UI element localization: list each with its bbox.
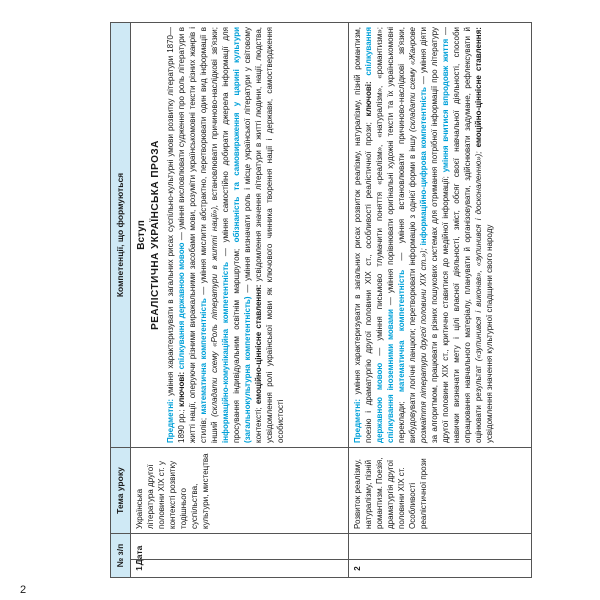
header-number-date: № з/п Дата — [111, 533, 130, 577]
key-label: ключові: — [364, 81, 373, 117]
key4-text: — уміння визначати роль і місце української літератури у світовому контексті; — [243, 27, 263, 443]
row-topic: Українська література другої половини XIX ст. у контексті розвитку тодішнього суспільства, культури, мистецтва — [131, 447, 348, 533]
key1-label: спілкування державною мовою — [177, 242, 186, 370]
row-date — [349, 533, 531, 559]
header-topic: Тема уроку — [111, 447, 130, 533]
key3-text: — уміння самостійно добирати джерела інформації для просування індивідуальним освітнім маршрутом; — [221, 27, 241, 443]
lesson-plan-table — [110, 22, 532, 578]
key5-text: усвідомлення значення літератури в житті людини, нації, людства, усвідомлення ролі української мови як ключового чинника творення нації і держави, самоствердження особистості — [254, 26, 285, 443]
key1-label: спілкування державною мовою — [364, 27, 384, 443]
key3-text: — уміння встановлювати причиново-наслідкові зв'язки, вибудовувати логічні ланцюги; перетворювати інформацію з однієї форми в іншу — [397, 27, 417, 443]
key3-label: математична компетентність — [397, 269, 406, 392]
key2-label: математична компетентність — [199, 298, 208, 415]
row-date — [131, 533, 348, 559]
key4-text: — уміння діяти за алгоритмом, працювати в різних пошукових системах для отримання потрібної інформації про літературу другої половини XIX ст., критично ставитися до медійної інформації; — [419, 27, 450, 443]
row-number: 1 — [131, 559, 348, 577]
key4-label: інформаційно-цифрова компетентність — [419, 87, 428, 246]
subject-text: уміння характеризувати в загальних рисах суспільно-культурні умови розвитку літератури 1870—1890 pp.; — [166, 27, 186, 443]
key1-text: — уміння письмово тлумачити поняття «реалізм», «натуралізм», «романтизм»; — [375, 27, 384, 356]
key6-label: емоційно-ціннісне ставлення: — [474, 27, 483, 148]
row-competencies — [131, 23, 348, 447]
header-competencies: Компетенції, що формуються — [115, 172, 125, 298]
key4-label: обізнаність та самовираження у царині культури (загальнокультурна компетентність) — [232, 26, 252, 443]
table-row — [349, 23, 531, 577]
row-number: 2 — [349, 559, 531, 577]
competency-text — [165, 27, 286, 443]
section-subtitle: РЕАЛІСТИЧНА УКРАЇНСЬКА ПРОЗА — [150, 140, 161, 330]
competency-text — [352, 27, 495, 443]
row-topic: Розвиток реалізму, натуралізму, пізній романтизм. Поезія, драматургія другої половини XIX ст. Особливості реалістичної прози — [349, 447, 531, 533]
key1-text: — уміння висловлювати судження про роль літератури в житті нації, оперуючи різними виражальними засобами мови, розуміти українськомовні тексти різних жанрів і стилів; — [177, 26, 208, 443]
page-number: 2 — [20, 584, 27, 596]
key5-label: емоційно-ціннісне ставлення: — [254, 284, 263, 405]
subject-label: Предметні: — [166, 398, 175, 443]
section-title: Вступ — [136, 220, 147, 250]
key2-text: — уміння порівнювати оригінальні художні тексти та їх українськомовні переклади; — [386, 26, 406, 443]
subject-label: Предметні: — [353, 398, 362, 443]
key2-text: — уміння мислити абстрактно, перетворювати один вид інформації в інший — [199, 27, 219, 443]
key2-text-b: встановлювати причиново-наслідкові зв'язки; — [210, 27, 219, 201]
key-label: ключові: — [177, 371, 186, 407]
table-row — [131, 23, 349, 577]
key5-text: — навички визначати мету і цілі власної діяльності, зміст, обсяг своєї навчальної діяльності, способи опрацювання навчального матеріалу, планувати й організовувати, здійснювати задумане, рефлексувати й оцінювати результат — [441, 26, 483, 443]
key5-label: уміння вчитися впродовж життя — [441, 38, 450, 173]
key5-italic: («зупинився і виконав», «зупинився і досконаленню»); — [474, 151, 483, 362]
row-competencies — [349, 23, 531, 447]
lesson-plan-area — [110, 22, 532, 578]
key3-label: інформаційно-комунікаційна компетентність — [221, 261, 230, 443]
key3-italic: (складати схему «Жанрове розмаїття літератури другої половини XIX ст.»); — [408, 27, 428, 443]
key6-text: усвідомлення значення культурної спадщини свого народу — [485, 224, 494, 443]
key2-label: спілкування іноземними мовами — [386, 309, 395, 443]
subject-text: уміння характеризувати в загальних рисах розвиток реалізму, натуралізму, пізній романтизм, поезію і драматургію другої половини XIX ст., особливості реалістичної прози; — [353, 27, 373, 443]
key2-italic: (складати схему «Роль літератури в житті нації»), — [210, 204, 219, 417]
